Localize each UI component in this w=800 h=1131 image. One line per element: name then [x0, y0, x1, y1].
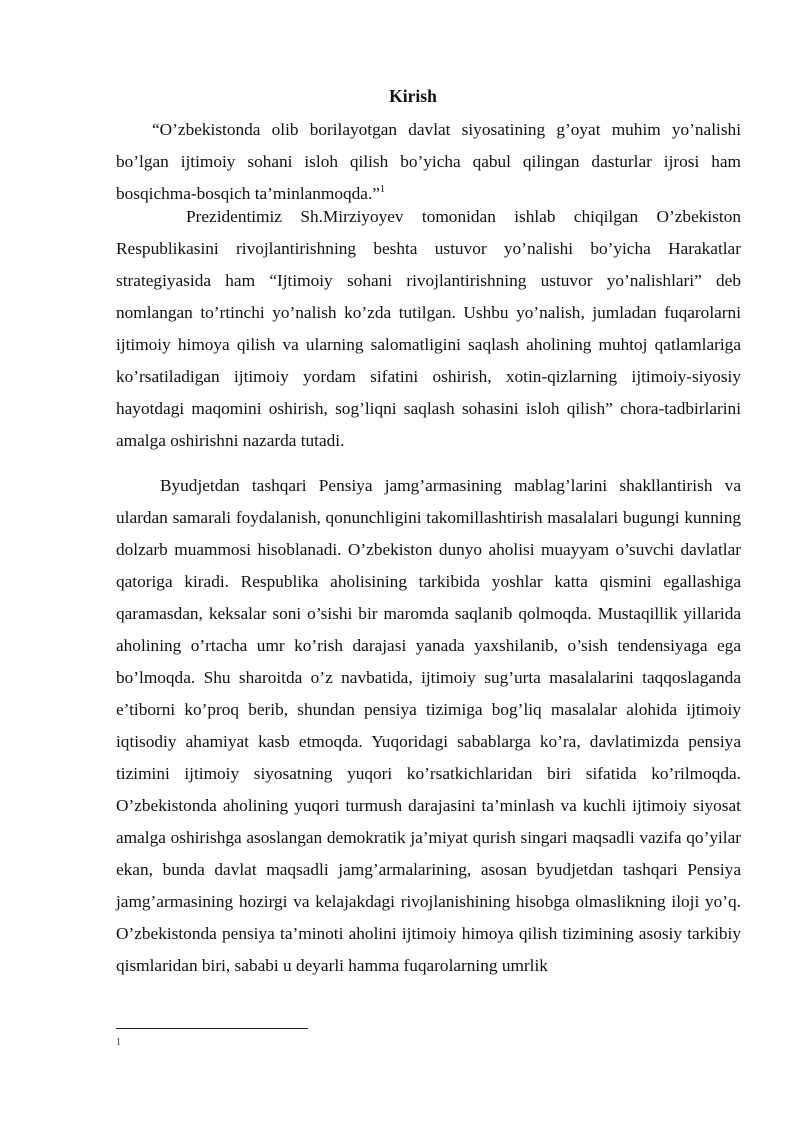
footnote-separator — [116, 1028, 308, 1029]
page-title: Kirish — [389, 86, 437, 106]
paragraph-intro-quote — [116, 114, 741, 210]
paragraph-text: “O’zbekistonda olib borilayotgan davlat siyosatining g’oyat muhim yo’nalishi bo’lgan ijtimoiy sohani isloh qilish bo’yicha qabul qilingan dasturlar ijrosi ham bosqichma-bosqich ta’minlanmoqda.” — [116, 120, 741, 203]
footnote-reference[interactable]: 1 — [379, 184, 385, 196]
paragraph-strategy: Prezidentimiz Sh.Mirziyoyev tomonidan ishlab chiqilgan O’zbekiston Respublikasini rivojlantirishning beshta ustuvor yo’nalishi bo’yicha Harakatlar strategiyasida ham “Ijtimoiy sohani rivojlantirishning ustuvor yo’nalishlari” deb nomlangan to’rtinchi yo’nalish ko’zda tutilgan. Ushbu yo’nalish, jumladan fuqarolarni ijtimoiy himoya qilish va ularning salomatligini saqlash aholining muhtoj qatlamlariga ko’rsatiladigan ijtimoiy yordam sifatini oshirish, xotin-qizlarning ijtimoiy-siyosiy hayotdagi maqomini oshirish, sog’liqni saqlash sohasini isloh qilish” chora-tadbirlarini amalga oshirishni nazarda tutadi. — [116, 207, 741, 450]
paragraph-pension-fund: Byudjetdan tashqari Pensiya jamg’armasining mablag’larini shakllantirish va ulardan samarali foydalanish, qonunchligini takomillashtirish masalalari bugungi kunning dolzarb muammosi hisoblanadi. O’zbekiston dunyo aholisi muayyam o’suvchi davlatlar qatoriga kiradi. Respublika aholisining tarkibida yoshlar katta qismini egallashiga qaramasdan, keksalar soni o’sishi bir maromda saqlanib qolmoqda. Mustaqillik yillarida aholining o’rtacha umr ko’rish darajasi yanada yaxshilanib, o’sish tendensiyaga ega bo’lmoqda. Shu sharoitda o’z navbatida, ijtimoiy sug’urta masalalarini taqqoslaganda e’tiborni ko’proq berib, shundan pensiya tizimiga bog’liq masalalar alohida ijtimoiy iqtisodiy ahamiyat kasb etmoqda. Yuqoridagi sabablarga ko’ra, davlatimizda pensiya tizimini ijtimoiy siyosatning yuqori ko’rsatkichlaridan biri sifatida ko’rilmoqda. O’zbekistonda aholining yuqori turmush darajasini ta’minlash va kuchli ijtimoiy siyosat amalga oshirishga asoslangan demokratik ja’miyat qurish singari maqsadli vazifa qo’yilar ekan, bunda davlat maqsadli jamg’armalarining, asosan byudjetdan tashqari Pensiya jamg’armasining hozirgi va kelajakdagi rivojlanishining hisobga olmaslikning iloji yo’q. O’zbekistonda pensiya ta’minoti aholini ijtimoiy himoya qilish tizimining asosiy tarkibiy qismlaridan biri, sababi u deyarli hamma fuqarolarning umrlik — [116, 476, 741, 975]
footnote-marker: 1 — [116, 1037, 121, 1048]
